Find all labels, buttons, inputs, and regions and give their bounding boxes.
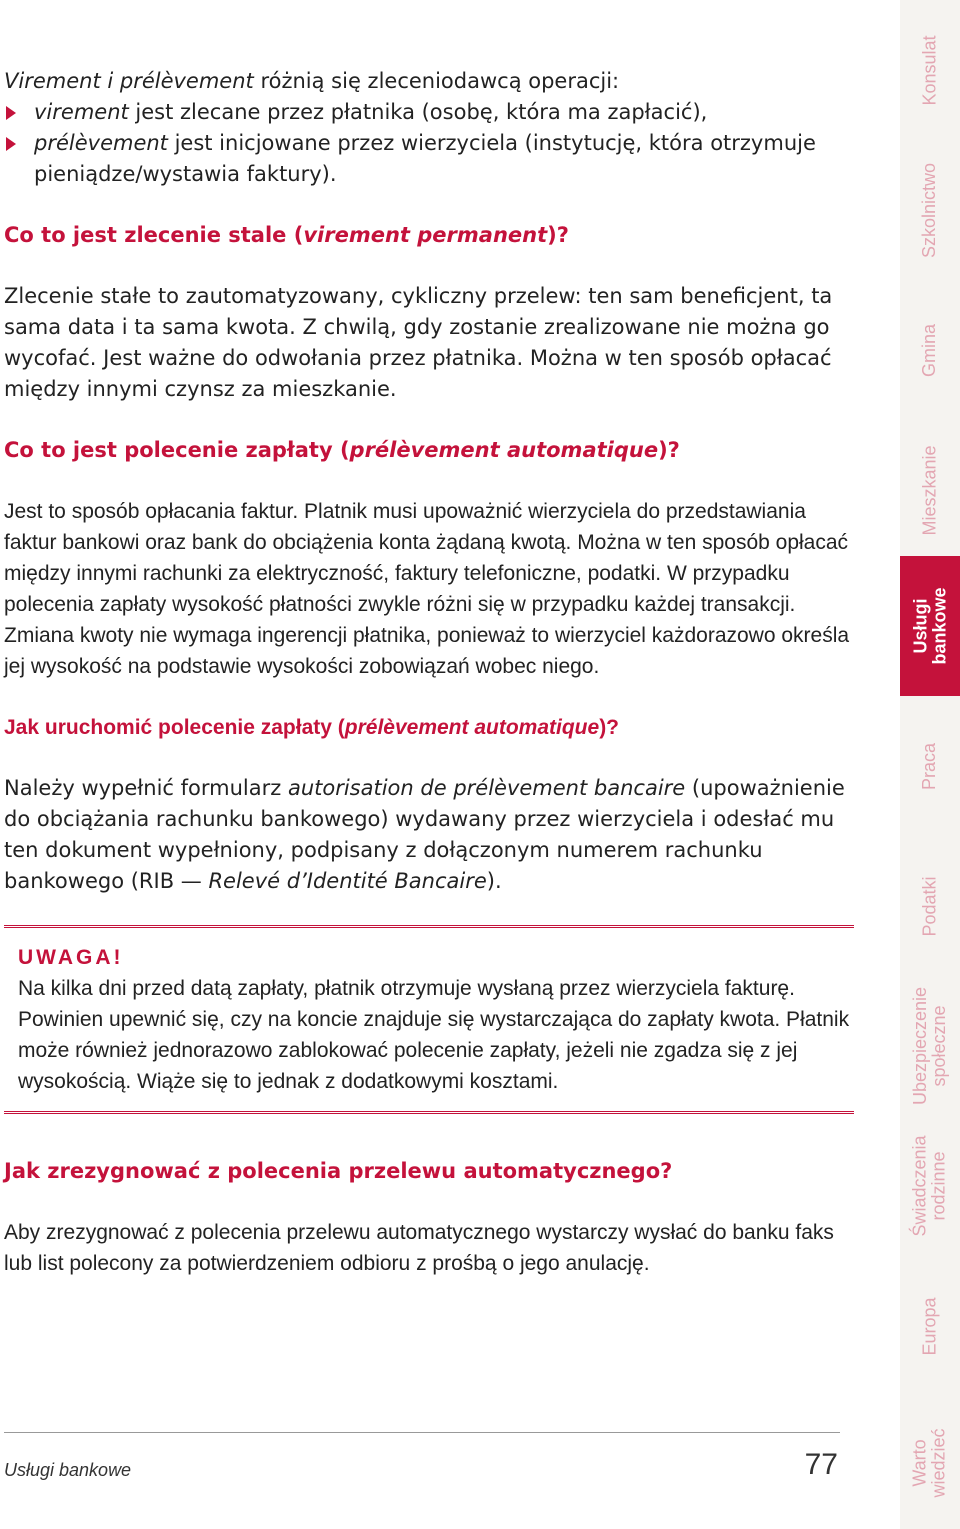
warning-title: UWAGA!	[18, 946, 124, 969]
tab-europa[interactable]	[900, 1256, 960, 1396]
tab-label: Ubezpieczenie społeczne	[910, 986, 950, 1106]
tab-label: Świadczenia rodzinne	[910, 1135, 949, 1237]
section-body-standing-order: Zlecenie stałe to zautomatyzowany, cykliczny przelew: ten sam beneficjent, ta sama data i ta sama kwota. Z chwilą, gdy zostanie zrealizowane nie można go wycofać. Jest ważne do odwołania przez płatnika. Można w ten sposób opłacać między innymi czynsz za mieszkanie.	[4, 284, 833, 401]
tab-label: Konsulat	[919, 34, 940, 106]
section-heading-cancel: Jak zrezygnować z polecenia przelewu automatycznego?	[4, 1159, 673, 1183]
section-body-direct-debit: Jest to sposób opłacania faktur. Platnik musi upoważnić wierzyciela do przedstawiania faktur bankowi oraz bank do obciążenia konta żądaną kwotą. Można w ten sposób opłacać między innymi rachunki za elektryczność, faktury telefoniczne, podatki. W przypadku polecenia zapłaty wysokość płatności zwykle różni się w przypadku każdej transakcji. Zmiana kwoty nie wymaga ingerencji płatnika, ponieważ to wierzyciel każdorazowo określa jej wysokość na podstawie wysokości zobowiązań wobec niego.	[4, 500, 850, 678]
page-content	[4, 66, 854, 1279]
tab-ubezpieczenie-spoleczne[interactable]	[900, 976, 960, 1116]
tab-szkolnictwo[interactable]	[900, 140, 960, 280]
warning-body: Na kilka dni przed datą zapłaty, płatnik otrzymuje wysłaną przez wierzyciela fakturę. Powinien upewnić się, czy na koncie znajduje się wystarczająca do zapłaty kwota. Płatnik może również jednorazowo zablokować polecenie zapłaty, jeżeli nie zgadza się z jej wysokością. Wiąże się to jednak z dodatkowymi kosztami.	[18, 977, 850, 1093]
heading-italic: prélèvement automatique	[349, 438, 659, 462]
footer-divider	[4, 1432, 840, 1433]
tab-label: Podatki	[919, 875, 940, 937]
tab-uslugi-bankowe[interactable]	[900, 556, 960, 696]
body-text: (upoważnienie do obciążania rachunku bankowego) wydawany przez wierzyciela i odesłać mu ten dokument wypełniony, podpisany z dołączonym numerem rachunku bankowego (RIB —	[4, 776, 845, 893]
page-number: 77	[804, 1448, 838, 1481]
tab-warto-wiedziec[interactable]	[900, 1396, 960, 1529]
bullet-italic: virement	[34, 100, 129, 124]
heading-italic: prélèvement automatique	[344, 716, 600, 739]
body-italic: Relevé d’Identité Bancaire	[208, 869, 487, 893]
heading-end: )?	[599, 716, 620, 739]
list-item	[4, 97, 854, 128]
tab-label: Europa	[919, 1296, 940, 1356]
section-body-activate-debit	[4, 773, 854, 897]
intro-line	[4, 66, 854, 97]
intro-bullet-list	[4, 97, 854, 190]
section-heading-standing-order	[4, 220, 854, 251]
tab-podatki[interactable]	[900, 836, 960, 976]
tab-gmina[interactable]	[900, 280, 960, 420]
section-heading-direct-debit	[4, 435, 854, 466]
tab-label: Szkolnictwo	[919, 162, 940, 258]
intro-italic: Virement i prélèvement	[4, 69, 254, 93]
bullet-text: jest zlecane przez płatnika (osobę, która ma zapłacić),	[128, 100, 708, 124]
warning-box	[4, 925, 854, 1114]
body-text: ).	[486, 869, 502, 893]
bullet-italic: prélèvement	[34, 131, 168, 155]
tab-praca[interactable]	[900, 696, 960, 836]
body-italic: autorisation de prélèvement bancaire	[287, 776, 686, 800]
list-item	[4, 128, 854, 190]
section-heading-activate-debit	[4, 712, 854, 743]
heading-text: Co to jest zlecenie stale (	[4, 223, 304, 247]
tab-label: Usługi bankowe	[910, 587, 950, 665]
tab-swiadczenia-rodzinne[interactable]	[900, 1116, 960, 1256]
heading-italic: virement permanent	[303, 223, 548, 247]
heading-end: )?	[547, 223, 569, 247]
heading-end: )?	[658, 438, 680, 462]
body-text: Należy wypełnić formularz	[4, 776, 288, 800]
section-body-cancel: Aby zrezygnować z polecenia przelewu automatycznego wystarczy wysłać do banku faks lub list polecony za potwierdzeniem odbioru z prośbą o jego anulację.	[4, 1221, 834, 1275]
tab-label: Gmina	[919, 323, 940, 377]
chapter-sidebar	[900, 0, 960, 1529]
tab-label: Mieszkanie	[919, 444, 940, 536]
tab-label: Warto wiedzieć	[910, 1427, 949, 1498]
bullet-text: jest inicjowane przez wierzyciela (instytucję, która otrzymuje pieniądze/wystawia faktury).	[34, 131, 816, 186]
tab-konsulat[interactable]	[900, 0, 960, 140]
heading-text: Co to jest polecenie zapłaty (	[4, 438, 350, 462]
tab-mieszkanie[interactable]	[900, 420, 960, 560]
footer-section-name: Usługi bankowe	[4, 1460, 132, 1480]
heading-text: Jak uruchomić polecenie zapłaty (	[4, 716, 345, 739]
tab-label: Praca	[919, 742, 940, 790]
intro-text: różnią się zleceniodawcą operacji:	[253, 69, 620, 93]
